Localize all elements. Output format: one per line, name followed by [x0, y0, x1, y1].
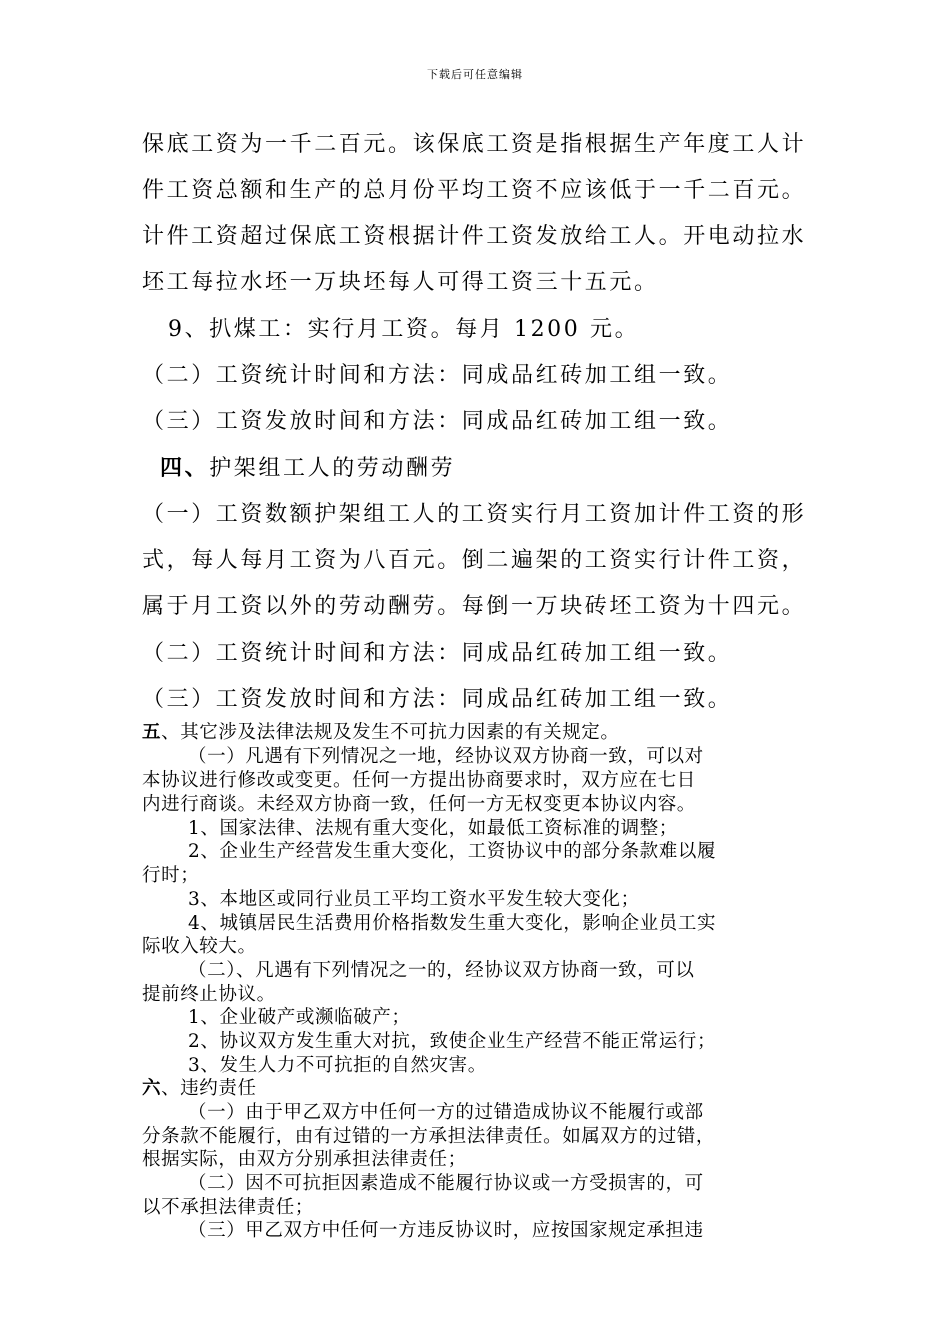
paragraph-line: （二）、凡遇有下列情况之一的，经协议双方协商一致，可以: [188, 960, 695, 981]
list-item: 3、本地区或同行业员工平均工资水平发生较大变化；: [188, 889, 640, 910]
section-4-item-2: （二）工资统计时间和方法：同成品红砖加工组一致。: [142, 641, 733, 666]
heading-title: 、违约责任: [161, 1078, 257, 1099]
paragraph-line: 件工资总额和生产的总月份平均工资不应该低于一千二百元。: [142, 178, 807, 203]
list-item: 1、国家法律、法规有重大变化，如最低工资标准的调整；: [188, 818, 678, 839]
section-4-heading: [160, 451, 455, 482]
list-item-9: 9、扒煤工：实行月工资。每月 1200 元。: [168, 317, 640, 342]
paragraph-line: （一）凡遇有下列情况之一地，经协议双方协商一致，可以对: [188, 746, 704, 767]
list-item: 1、企业破产或濒临破产；: [188, 1007, 411, 1028]
paragraph-line: （一）由于甲乙双方中任何一方的过错造成协议不能履行或部: [188, 1102, 704, 1123]
heading-number: 四、: [160, 455, 210, 481]
list-item-continued: 行时；: [142, 865, 200, 886]
paragraph-line: 以不承担法律责任；: [142, 1197, 314, 1218]
section-3-item-2: （二）工资统计时间和方法：同成品红砖加工组一致。: [142, 363, 733, 388]
list-item: 4、城镇居民生活费用价格指数发生重大变化，影响企业员工实: [188, 913, 717, 934]
paragraph-line: 根据实际，由双方分别承担法律责任；: [142, 1149, 467, 1170]
paragraph-line: 保底工资为一千二百元。该保底工资是指根据生产年度工人计: [142, 132, 807, 157]
list-item: 2、企业生产经营发生重大变化，工资协议中的部分条款难以履: [188, 841, 717, 862]
paragraph-line: 本协议进行修改或变更。任何一方提出协商要求时，双方应在七日: [142, 770, 696, 791]
list-item: 3、发生人力不可抗拒的自然灾害。: [188, 1055, 487, 1076]
paragraph-line: 内进行商谈。未经双方协商一致，任何一方无权变更本协议内容。: [142, 794, 696, 815]
paragraph-line: 坯工每拉水坯一万块坯每人可得工资三十五元。: [142, 270, 659, 295]
heading-title: 护架组工人的劳动酬劳: [209, 456, 456, 481]
paragraph-line: 提前终止协议。: [142, 984, 276, 1005]
section-3-item-3: （三）工资发放时间和方法：同成品红砖加工组一致。: [142, 409, 733, 434]
paragraph-line: （三）甲乙双方中任何一方违反协议时，应按国家规定承担违: [188, 1220, 704, 1241]
paragraph-line: （二）因不可抗拒因素造成不能履行协议或一方受损害的，可: [188, 1173, 704, 1194]
heading-number: 六: [142, 1078, 162, 1099]
heading-title: 、其它涉及法律法规及发生不可抗力因素的有关规定。: [161, 722, 620, 743]
heading-number: 五: [142, 722, 162, 743]
section-5-heading: [142, 718, 620, 744]
section-6-heading: [142, 1074, 257, 1100]
section-4-item-3: （三）工资发放时间和方法：同成品红砖加工组一致。: [142, 687, 733, 712]
paragraph-line: 计件工资超过保底工资根据计件工资发放给工人。开电动拉水: [142, 224, 807, 249]
paragraph-line: 属于月工资以外的劳动酬劳。每倒一万块砖坯工资为十四元。: [142, 594, 807, 619]
list-item: 2、协议双方发生重大对抗，致使企业生产经营不能正常运行；: [188, 1031, 717, 1052]
list-item-continued: 际收入较大。: [142, 936, 257, 957]
paragraph-line: 式，每人每月工资为八百元。倒二遍架的工资实行计件工资，: [142, 548, 807, 573]
paragraph-line: （一）工资数额护架组工人的工资实行月工资加计件工资的形: [142, 502, 807, 527]
paragraph-line: 分条款不能履行，由有过错的一方承担法律责任。如属双方的过错，: [142, 1126, 716, 1147]
page-header-note: 下载后可任意编辑: [427, 68, 523, 81]
